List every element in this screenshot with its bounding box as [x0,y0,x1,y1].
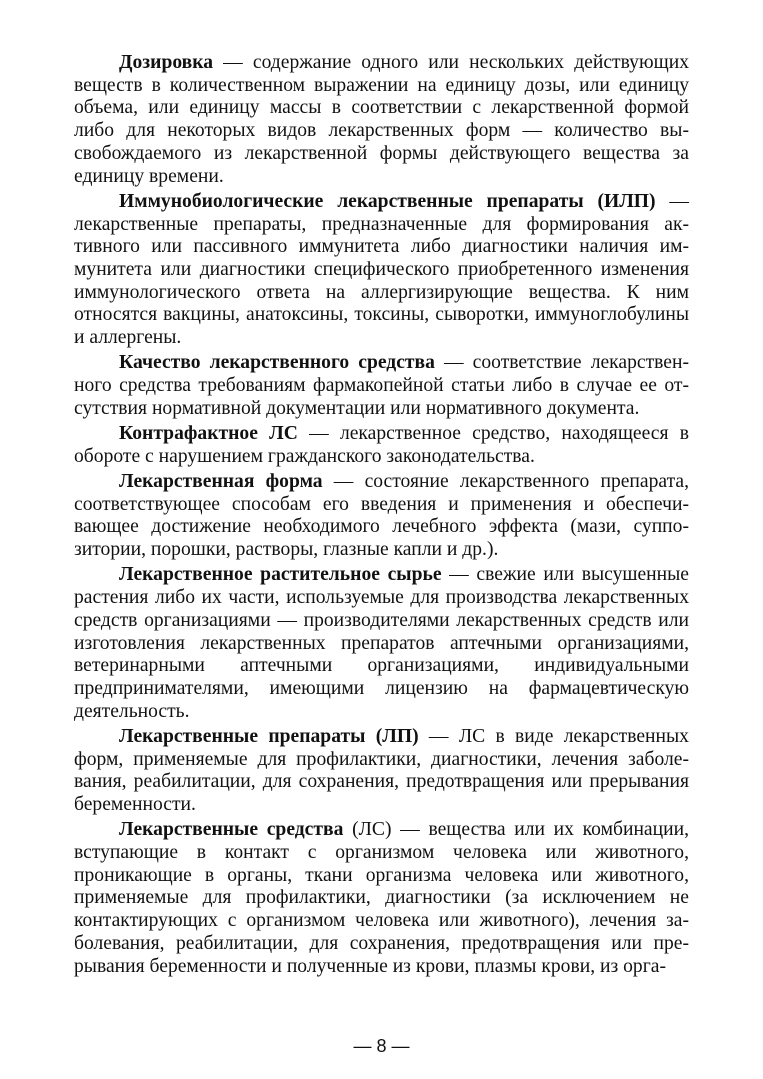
term: Лекарственное растительное сырье [119,564,442,586]
definition-text: — состояние лекарственного препарата, соответствующее способам его введения и применения и обеспечивающее достижение необходимого лечебного эффекта (мази, суппозитории, порошки, растворы, глазные капли и др.). [74,471,689,561]
definition-entry [74,191,689,350]
term: Лекарственные препараты (ЛП) [119,725,419,747]
term: Дозировка [119,52,214,73]
document-body [74,52,689,981]
definition-text: — ЛС в виде лекарственных форм, применяемые для профилактики, диагностики, лечения заболевания, реабилитации, для сохранения, предотвращения или прерывания беременности. [74,725,689,816]
definition-entry [74,819,689,978]
definition-text: — лекарственные препараты, предназначенные для формирования активного или пассивного иммунитета либо диагностики наличия иммунитета или диагностики специфического приобретенного изменения иммунологического ответа на аллергизирующие вещества. К ним относятся вакцины, анатоксины, токсины, сыворотки, иммуноглобулины и аллергены. [74,190,689,349]
definition-entry [74,52,689,188]
term: Качество лекарственного средства [119,352,435,374]
definition-text: — содержание одного или нескольких действующих веществ в количественном выражении на единицу дозы, или единицу объема, или единицу массы в соответствии с лекарственной формой либо для некоторых видов лекарственных форм — количество высвобождаемого из лекарственной формы действующего вещества за единицу времени. [74,52,689,187]
definition-text: (ЛС) — вещества или их комбинации, вступающие в контакт с организмом человека или животного, проникающие в органы, ткани организма человека или животного, применяемые для профилактики, диагностики (за исключением не контактирующих с организмом человека или животного), лечения заболевания, реабилитации, для сохранения, предотвращения или прерывания беременности и полученные из крови, плазмы крови, из орга- [74,819,689,977]
definition-text: — соответствие лекарственного средства требованиям фармакопейной статьи либо в случае ее отсутствия нормативной документации или нормативного документа. [74,352,690,419]
page-number: — 8 — [353,1036,410,1056]
term: Иммунобиологические лекарственные препараты (ИЛП) [119,190,656,212]
definition-entry [74,564,689,723]
term: Контрафактное ЛС [119,423,298,445]
definition-text: — свежие или высушенные растения либо их части, используемые для производства лекарственных средств организациями — производителями лекарственных средств или изготовления лекарственных препаратов аптечными организациями, ветеринарными аптечными организациями, индивидуальными предпринимателями, имеющими лицензию на фармацевтическую деятельность. [74,564,689,722]
term: Лекарственная форма [119,471,323,493]
definition-entry [74,423,689,468]
term: Лекарственные средства [119,819,344,841]
definition-entry [74,471,689,562]
definition-entry [74,352,689,420]
definition-text: — лекарственное средство, находящееся в обороте с нарушением гражданского законодательства. [74,423,689,467]
definition-entry [74,726,689,817]
